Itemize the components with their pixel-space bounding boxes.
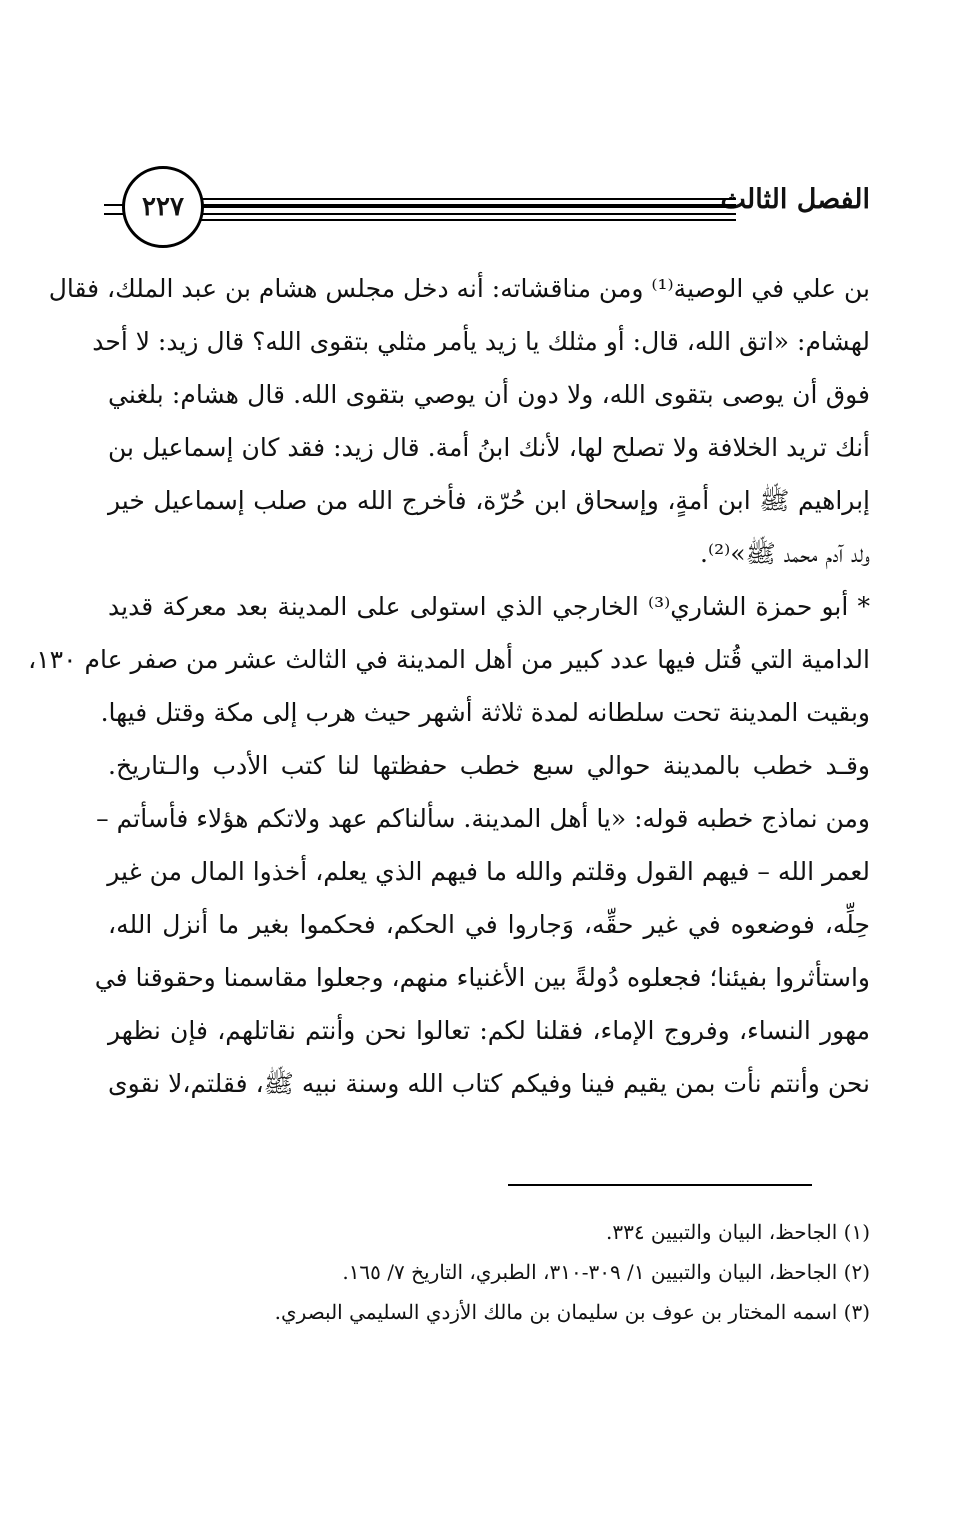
text-line: الدامية التي قُتل فيها عدد كبير من أهل المدينة في الثالث عشر من صفر عام ١٣٠، (28, 645, 870, 674)
text-line: * أبو حمزة الشاري⁽³⁾ الخارجي الذي استولى على المدينة بعد معركة قديد (108, 592, 870, 621)
text-line: لعمر الله – فيهم القول وقلتم والله ما فيهم الذي يعلم، أخذوا المال من غير (107, 857, 870, 886)
text-line: واستأثروا بفيئنا؛ فجعلوه دُولةً بين الأغنياء منهم، وجعلوا مقاسمنا وحقوقنا في (94, 963, 870, 992)
body-text (28, 262, 870, 1110)
header-rule (178, 204, 736, 208)
header-rule (178, 219, 736, 221)
header-rule (178, 198, 736, 200)
footnote: (٢) الجاحظ، البيان والتبيين ١/ ٣٠٩-٣١٠، الطبري، التاريخ ٧/ ١٦٥. (342, 1260, 870, 1284)
text-line: وقـد خطب بالمدينة حوالي سبع خطب حفظتها لنا كتب الأدب والـتاريخ. (108, 751, 870, 780)
text-line: ولد آدم محمد ﷺ»⁽²⁾. (700, 539, 870, 568)
paragraph (48, 262, 870, 580)
footnote: (١) الجاحظ، البيان والتبيين ٣٣٤. (605, 1220, 870, 1244)
header-rule (178, 213, 736, 215)
footnote: (٣) اسمه المختار بن عوف بن سليمان بن مالك الأزدي السليمي البصري. (274, 1300, 870, 1324)
text-line: فوق أن يوصى بتقوى الله، ولا دون أن يوصي بتقوى الله. قال هشام: بلغني (108, 380, 870, 409)
paragraph (94, 739, 870, 1110)
chapter-title: الفصل الثالث (720, 184, 870, 215)
text-line: ومن نماذج خطبه قوله: «يا أهل المدينة. سألناكم عهد ولاتكم هؤلاء فأسأتم – (96, 804, 870, 833)
text-line: إبراهيم ﷺ ابن أمةٍ، وإسحاق ابن حُرّة، فأخرج الله من صلب إسماعيل خير (108, 486, 870, 515)
text-line: لهشام: «اتق الله، قال: أو مثلك يا زيد يأمر مثلي بتقوى الله؟ قال زيد: لا أحد (92, 327, 870, 356)
footnote-separator (508, 1184, 812, 1186)
text-line: وبقيت المدينة تحت سلطانه لمدة ثلاثة أشهر حيث هرب إلى مكة وقتل فيها. (100, 698, 870, 727)
paragraph (28, 580, 870, 739)
text-line: بن علي في الوصية⁽¹⁾ ومن مناقشاته: أنه دخل مجلس هشام بن عبد الملك، فقال (48, 274, 870, 303)
page-number: ٢٢٧ (122, 166, 204, 248)
text-line: حِلِّه، فوضعوه في غير حقِّه، وَجاروا في الحكم، فحكموا بغير ما أنزل الله، (108, 910, 870, 939)
text-line: نحن وأنتم نأت بمن يقيم فينا وفيكم كتاب الله وسنة نبيه ﷺ، فقلتم،لا نقوى (108, 1069, 870, 1098)
footnotes (108, 1212, 870, 1332)
text-line: مهور النساء، وفروج الإماء، فقلنا لكم: تعالوا نحن وأنتم نقاتلهم، فإن نظهر (108, 1016, 870, 1045)
text-line: أنك تريد الخلافة ولا تصلح لها، لأنك ابنُ أمة. قال زيد: فقد كان إسماعيل بن (108, 433, 870, 462)
